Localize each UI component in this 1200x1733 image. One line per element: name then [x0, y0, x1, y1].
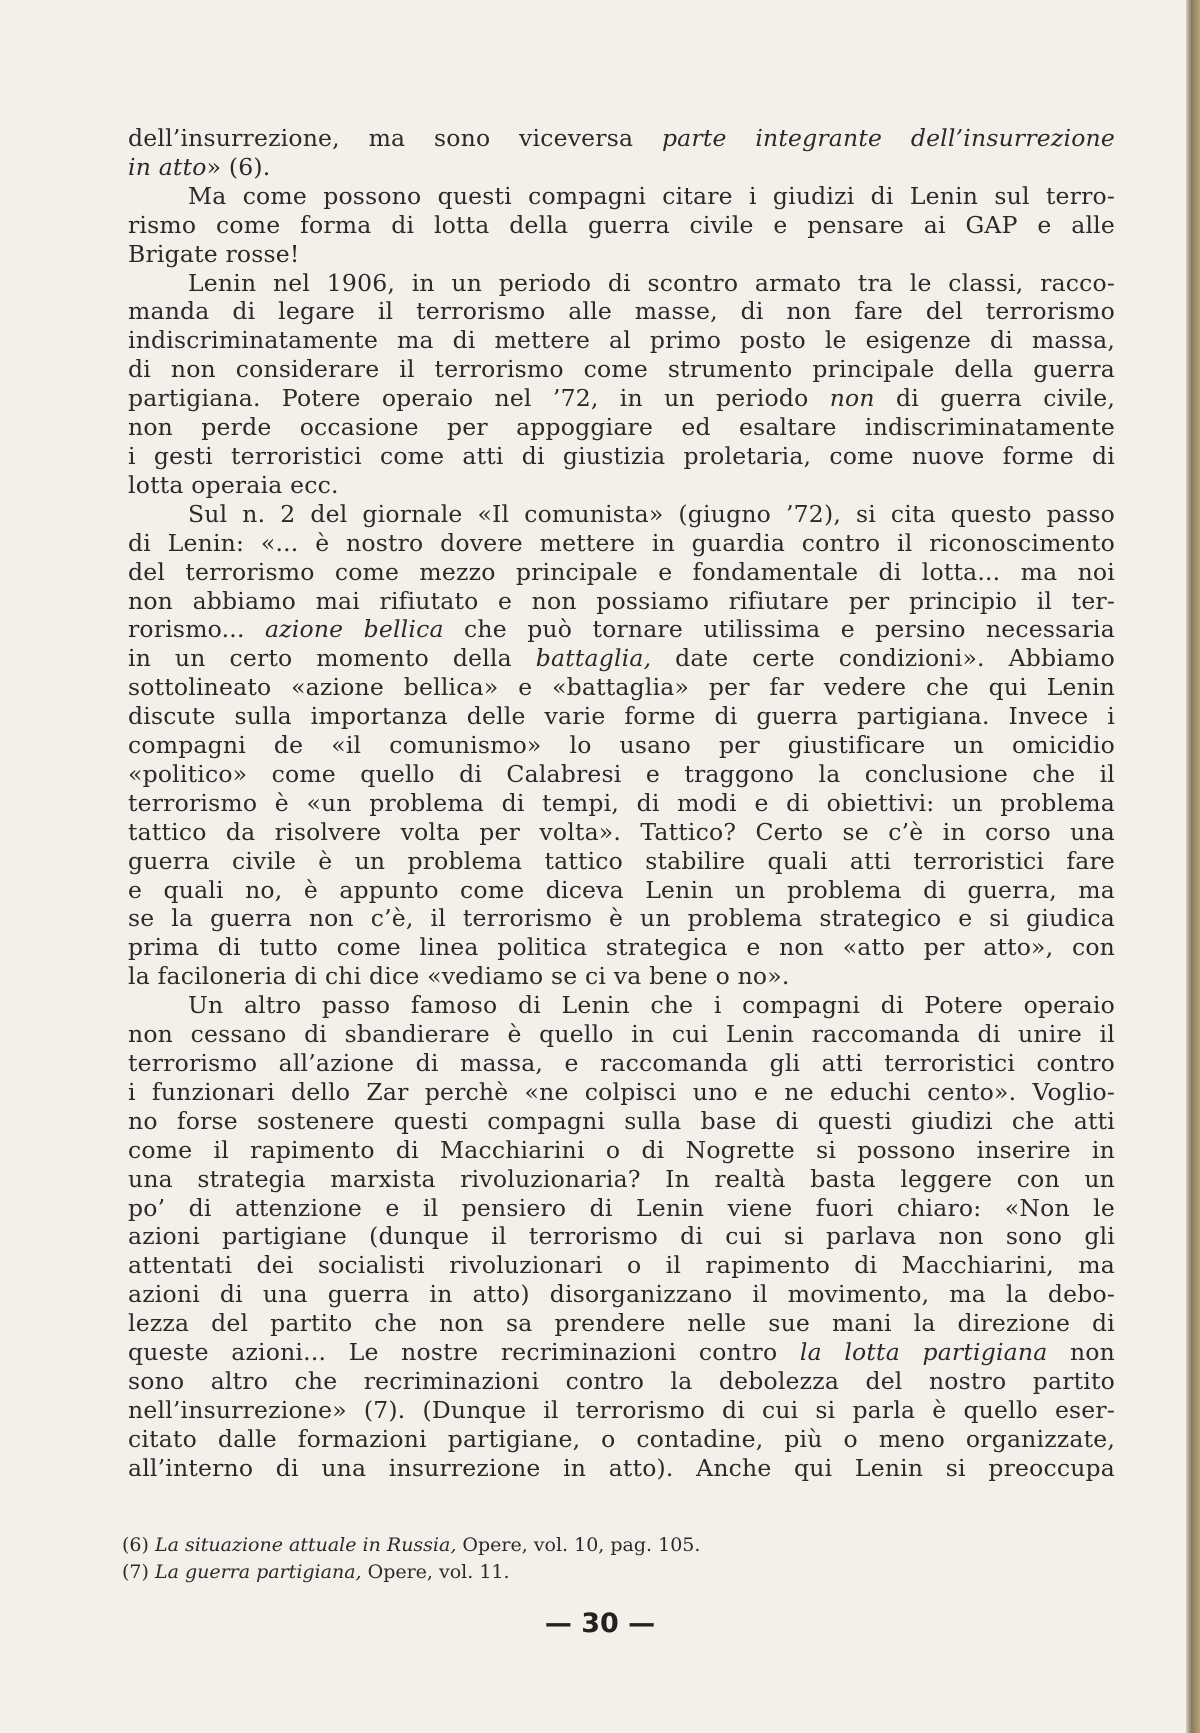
text-line: terrorismo è «un problema di tempi, di modi e di obiettivi: un problema	[128, 788, 1115, 817]
text-line: partigiana. Potere operaio nel ’72, in un periodo non di guerra civile,	[128, 384, 1115, 413]
text-line: manda di legare il terrorismo alle masse, di non fare del terrorismo	[128, 297, 1115, 326]
text-line: tattico da risolvere volta per volta». Tattico? Certo se c’è in corso una	[128, 817, 1115, 846]
text-line: di non considerare il terrorismo come strumento principale della guerra	[128, 355, 1115, 384]
text-line: prima di tutto come linea politica strategica e non «atto per atto», con	[128, 933, 1115, 962]
text-line: po’ di attenzione e il pensiero di Lenin viene fuori chiaro: «Non le	[128, 1193, 1115, 1222]
text-line: citato dalle formazioni partigiane, o contadine, più o meno organizzate,	[128, 1424, 1115, 1453]
text-line: in un certo momento della battaglia, date certe condizioni». Abbiamo	[128, 644, 1115, 673]
text-line: «politico» come quello di Calabresi e traggono la conclusione che il	[128, 759, 1115, 788]
text-line: dell’insurrezione, ma sono viceversa parte integrante dell’insurrezione	[128, 124, 1115, 152]
text-line: compagni de «il comunismo» lo usano per giustificare un omicidio	[128, 731, 1115, 760]
text-line: terrorismo all’azione di massa, e raccomanda gli atti terroristici contro	[128, 1049, 1115, 1077]
text-line: se la guerra non c’è, il terrorismo è un problema strategico e si giudica	[128, 904, 1115, 933]
text-line: i funzionari dello Zar perchè «ne colpisci uno e ne educhi cento». Voglio-	[128, 1077, 1115, 1106]
text-line: discute sulla importanza delle varie forme di guerra partigiana. Invece i	[128, 702, 1115, 731]
footnote: (7) La guerra partigiana, Opere, vol. 11.	[122, 1561, 510, 1583]
text-line: rismo come forma di lotta della guerra civile e pensare ai GAP e alle	[128, 210, 1115, 239]
text-line: non abbiamo mai rifiutato e non possiamo rifiutare per principio il ter-	[128, 586, 1115, 615]
text-line: nell’insurrezione» (7). (Dunque il terrorismo di cui si parla è quello eser-	[128, 1395, 1115, 1424]
footnotes	[122, 1532, 1022, 1586]
text-line: come il rapimento di Macchiarini o di Nogrette si possono inserire in	[128, 1135, 1115, 1164]
text-line: sono altro che recriminazioni contro la debolezza del nostro partito	[128, 1366, 1115, 1395]
text-line: Un altro passo famoso di Lenin che i compagni di Potere operaio	[188, 991, 1115, 1020]
text-line: lezza del partito che non sa prendere nelle sue mani la direzione di	[128, 1309, 1115, 1338]
text-line: non perde occasione per appoggiare ed esaltare indiscriminatamente	[128, 413, 1115, 442]
text-line: indiscriminatamente ma di mettere al primo posto le esigenze di massa,	[128, 326, 1115, 355]
footnote: (6) La situazione attuale in Russia, Opere, vol. 10, pag. 105.	[122, 1534, 701, 1556]
text-line: lotta operaia ecc.	[128, 470, 339, 499]
text-line: del terrorismo come mezzo principale e fondamentale di lotta... ma noi	[128, 557, 1115, 586]
text-line: non cessano di sbandierare è quello in cui Lenin raccomanda di unire il	[128, 1020, 1115, 1049]
text-line: Lenin nel 1906, in un periodo di scontro armato tra le classi, racco-	[188, 268, 1115, 297]
page-number: — 30 —	[544, 1608, 656, 1639]
text-line: azioni di una guerra in atto) disorganizzano il movimento, ma la debo-	[128, 1280, 1115, 1309]
text-line: una strategia marxista rivoluzionaria? In realtà basta leggere con un	[128, 1164, 1115, 1193]
text-line: Ma come possono questi compagni citare i giudizi di Lenin sul terro-	[188, 181, 1115, 210]
text-line: Brigate rosse!	[128, 239, 300, 268]
text-line: Sul n. 2 del giornale «Il comunista» (giugno ’72), si cita questo passo	[188, 499, 1115, 528]
text-line: sottolineato «azione bellica» e «battaglia» per far vedere che qui Lenin	[128, 673, 1115, 702]
text-line: all’interno di una insurrezione in atto). Anche qui Lenin si preoccupa	[128, 1453, 1115, 1482]
page-edge-shadow	[1186, 0, 1200, 1733]
text-line: di Lenin: «... è nostro dovere mettere in guardia contro il riconoscimento	[128, 528, 1115, 557]
text-line: e quali no, è appunto come diceva Lenin un problema di guerra, ma	[128, 875, 1115, 904]
text-line: rorismo... azione bellica che può tornare utilissima e persino necessaria	[128, 615, 1115, 644]
text-line: i gesti terroristici come atti di giustizia proletaria, come nuove forme di	[128, 441, 1115, 470]
text-line: azioni partigiane (dunque il terrorismo di cui si parlava non sono gli	[128, 1222, 1115, 1251]
text-line: no forse sostenere questi compagni sulla base di questi giudizi che atti	[128, 1106, 1115, 1135]
text-line: queste azioni... Le nostre recriminazioni contro la lotta partigiana non	[128, 1338, 1115, 1367]
main-text	[128, 124, 1115, 1483]
text-line: guerra civile è un problema tattico stabilire quali atti terroristici fare	[128, 846, 1115, 875]
text-line: attentati dei socialisti rivoluzionari o il rapimento di Macchiarini, ma	[128, 1251, 1115, 1280]
text-line: la faciloneria di chi dice «vediamo se ci va bene o no».	[128, 962, 790, 991]
text-line: in atto» (6).	[128, 152, 271, 181]
